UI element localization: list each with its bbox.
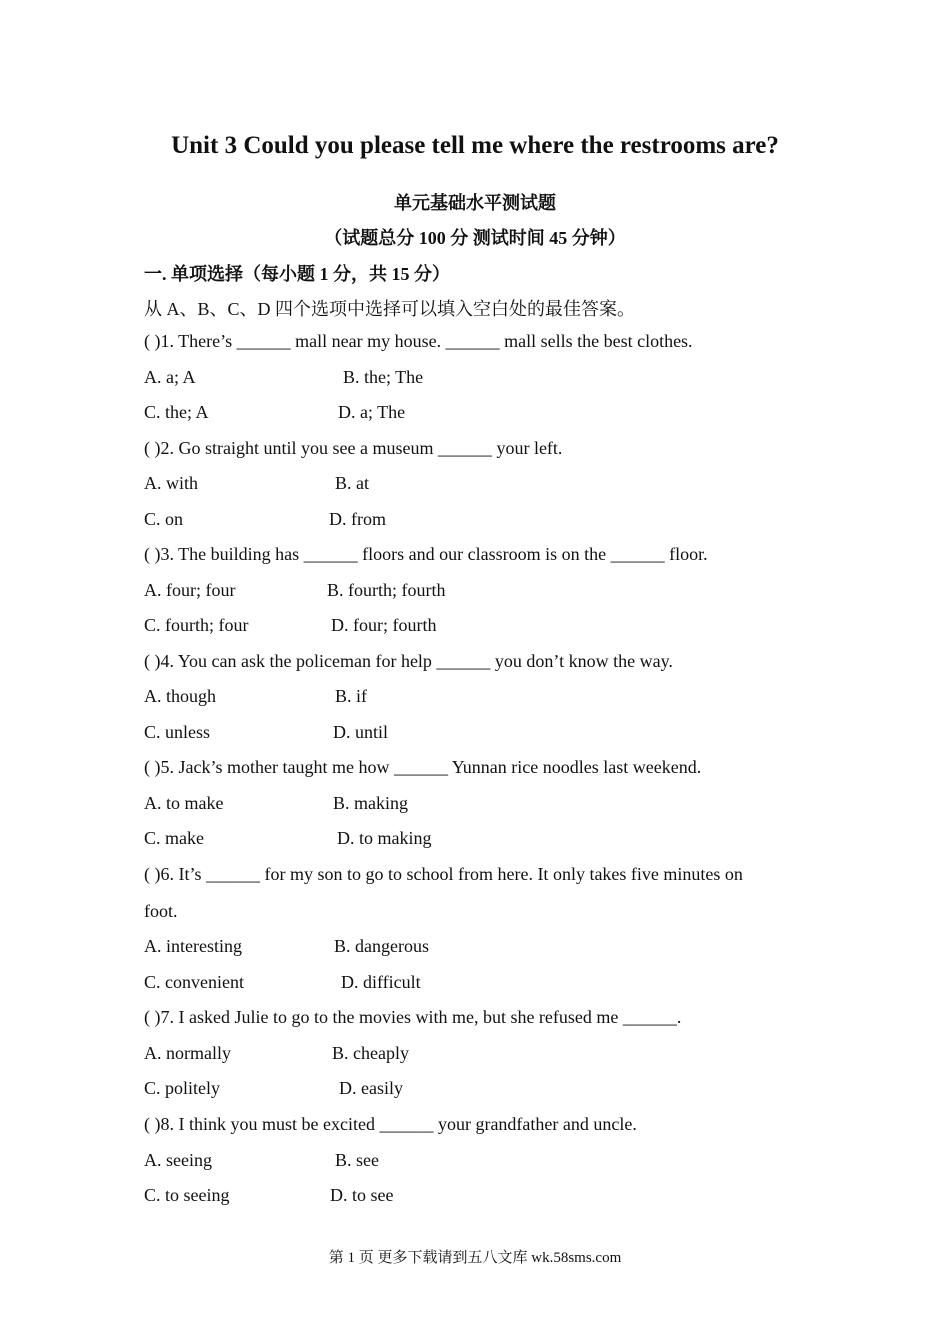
- section-heading: 一. 单项选择（每小题 1 分，共 15 分）: [144, 264, 450, 284]
- q6-option-d: D. difficult: [341, 972, 421, 992]
- q1-option-d: D. a; The: [338, 402, 406, 422]
- q5-option-c: C. make: [144, 828, 204, 848]
- q2-option-c: C. on: [144, 509, 184, 529]
- q5-option-d: D. to making: [337, 828, 432, 848]
- q8-option-c: C. to seeing: [144, 1185, 230, 1205]
- q2-option-b: B. at: [335, 473, 369, 493]
- q8-option-a: A. seeing: [144, 1150, 212, 1170]
- q8-option-d: D. to see: [330, 1185, 394, 1205]
- q1-option-c: C. the; A: [144, 402, 209, 422]
- subtitle: 单元基础水平测试题: [394, 193, 556, 213]
- question-5: ( )5. Jack’s mother taught me how ______ Yunnan rice noodles last weekend.: [144, 757, 702, 777]
- q5-option-a: A. to make: [144, 793, 224, 813]
- q3-option-a: A. four; four: [144, 580, 236, 600]
- q6-option-a: A. interesting: [144, 936, 242, 956]
- instruction: 从 A、B、C、D 四个选项中选择可以填入空白处的最佳答案。: [144, 299, 636, 319]
- question-4: ( )4. You can ask the policeman for help ______ you don’t know the way.: [144, 651, 673, 671]
- q3-option-c: C. fourth; four: [144, 615, 249, 635]
- q6-option-c: C. convenient: [144, 972, 244, 992]
- question-3: ( )3. The building has ______ floors and our classroom is on the ______ floor.: [144, 544, 708, 564]
- q4-option-a: A. though: [144, 686, 216, 706]
- q2-option-a: A. with: [144, 473, 198, 493]
- q8-option-b: B. see: [335, 1150, 379, 1170]
- page-title: Unit 3 Could you please tell me where the restrooms are?: [171, 132, 779, 159]
- q3-option-b: B. fourth; fourth: [327, 580, 446, 600]
- q6-option-b: B. dangerous: [334, 936, 429, 956]
- q4-option-c: C. unless: [144, 722, 211, 742]
- q7-option-b: B. cheaply: [332, 1043, 409, 1063]
- q1-option-b: B. the; The: [343, 367, 424, 387]
- question-6-continued: foot.: [144, 901, 178, 921]
- question-6: ( )6. It’s ______ for my son to go to school from here. It only takes five minutes on: [144, 864, 743, 884]
- q4-option-d: D. until: [333, 722, 389, 742]
- q7-option-c: C. politely: [144, 1078, 220, 1098]
- q2-option-d: D. from: [329, 509, 386, 529]
- score-info: （试题总分 100 分 测试时间 45 分钟）: [324, 228, 626, 248]
- page-footer: 第 1 页 更多下载请到五八文库 wk.58sms.com: [328, 1250, 622, 1266]
- q3-option-d: D. four; fourth: [331, 615, 437, 635]
- question-8: ( )8. I think you must be excited ______ your grandfather and uncle.: [144, 1114, 637, 1134]
- question-1: ( )1. There’s ______ mall near my house. ______ mall sells the best clothes.: [144, 331, 693, 351]
- q5-option-b: B. making: [333, 793, 408, 813]
- q7-option-d: D. easily: [339, 1078, 403, 1098]
- q1-option-a: A. a; A: [144, 367, 196, 387]
- q7-option-a: A. normally: [144, 1043, 231, 1063]
- q4-option-b: B. if: [335, 686, 368, 706]
- question-7: ( )7. I asked Julie to go to the movies with me, but she refused me ______.: [144, 1007, 682, 1027]
- question-2: ( )2. Go straight until you see a museum ______ your left.: [144, 438, 563, 458]
